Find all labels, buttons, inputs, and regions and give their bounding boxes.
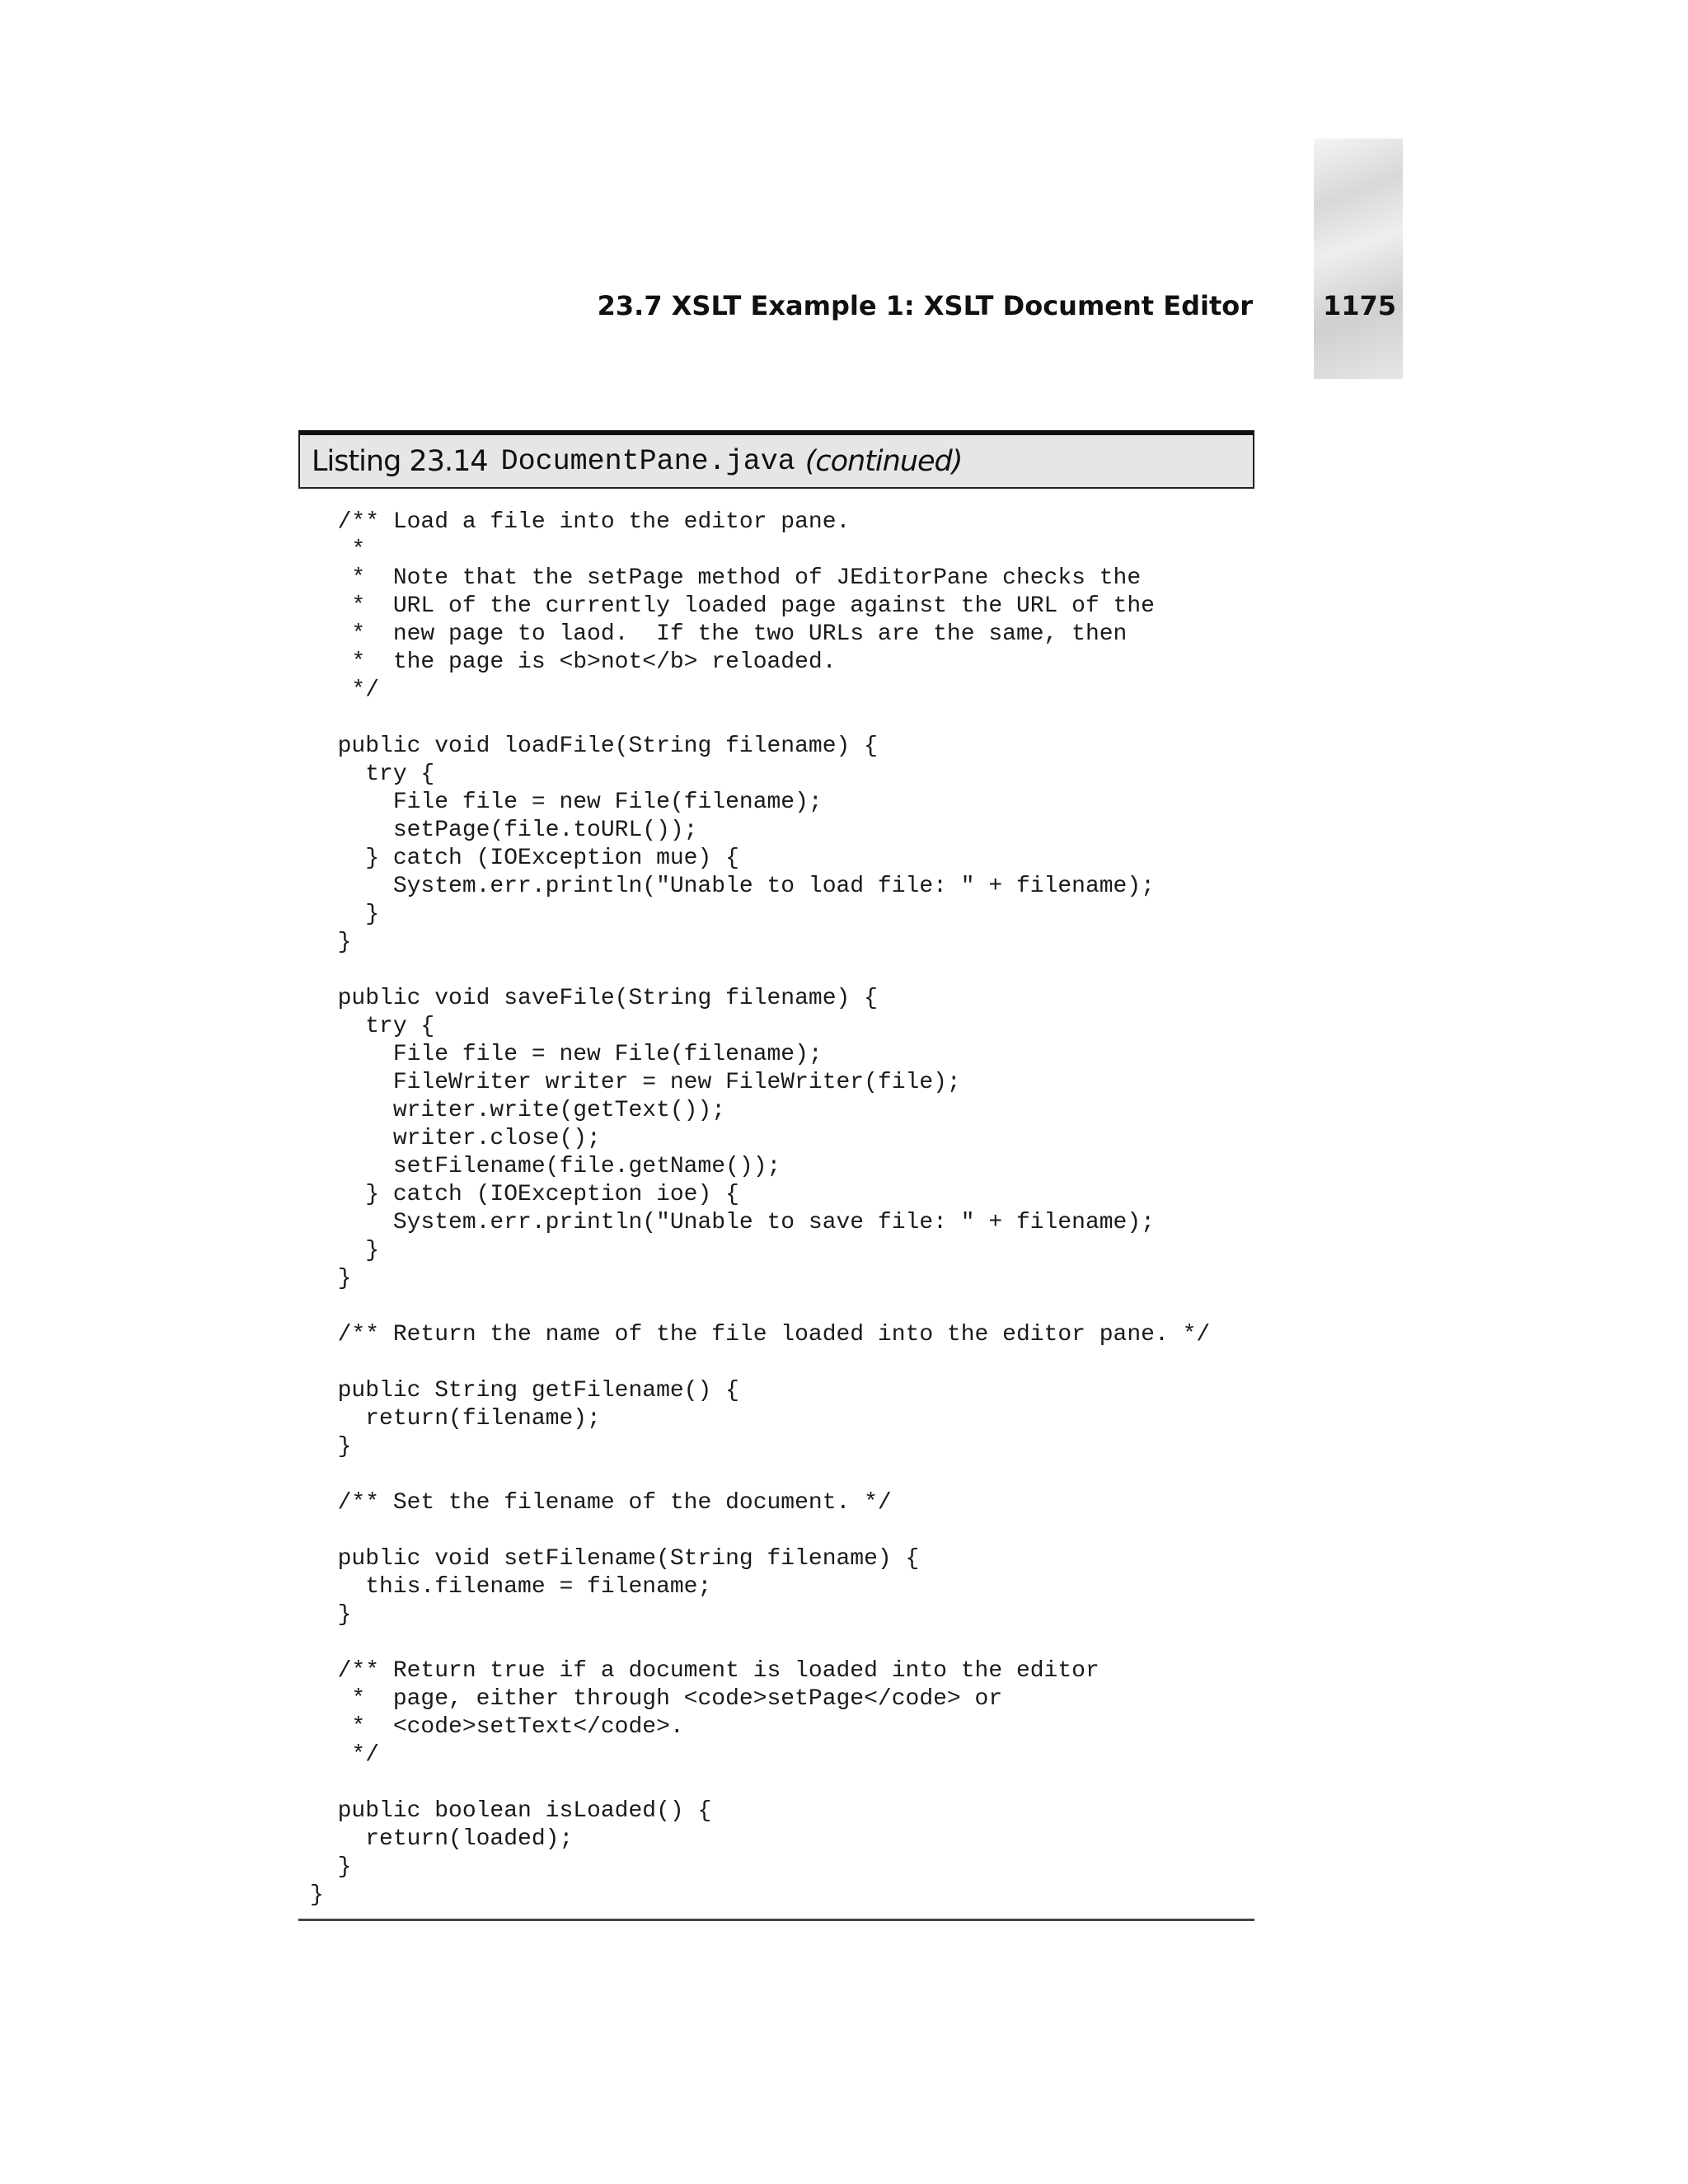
code-line: /** Load a file into the editor pane. — [310, 509, 851, 535]
code-line: System.err.println("Unable to save file: " + filename); — [310, 1210, 1155, 1235]
code-line: try { — [310, 1014, 435, 1039]
code-line: } — [310, 902, 380, 927]
thumb-tab-decoration — [1314, 138, 1403, 379]
code-line: } — [310, 1238, 380, 1263]
code-line: * page, either through <code>setPage</code> or — [310, 1686, 1003, 1712]
listing-bottom-rule — [298, 1919, 1254, 1921]
code-line: return(filename); — [310, 1406, 601, 1432]
code-line: public void loadFile(String filename) { — [310, 733, 878, 759]
code-line: setFilename(file.getName()); — [310, 1154, 781, 1179]
code-line: } — [310, 1266, 352, 1291]
listing-filename: DocumentPane.java — [500, 444, 795, 478]
code-line: * Note that the setPage method of JEditorPane checks the — [310, 565, 1142, 591]
code-line: File file = new File(filename); — [310, 790, 823, 815]
code-line: */ — [310, 1742, 380, 1768]
code-line: System.err.println("Unable to load file: " + filename); — [310, 874, 1155, 899]
code-line: } — [310, 1602, 352, 1628]
code-line: } — [310, 1434, 352, 1460]
code-line: */ — [310, 677, 380, 703]
code-line: * new page to laod. If the two URLs are the same, then — [310, 621, 1128, 647]
code-line: * — [310, 537, 366, 563]
code-line: } — [310, 1854, 352, 1880]
code-line: setPage(file.toURL()); — [310, 818, 698, 843]
code-line: /** Return the name of the file loaded into the editor pane. */ — [310, 1322, 1211, 1347]
running-head: 23.7 XSLT Example 1: XSLT Document Editor — [597, 290, 1253, 321]
code-line: * URL of the currently loaded page against the URL of the — [310, 593, 1155, 619]
code-line: File file = new File(filename); — [310, 1042, 823, 1067]
code-line: public void saveFile(String filename) { — [310, 986, 878, 1011]
code-line: return(loaded); — [310, 1826, 574, 1852]
code-line: /** Return true if a document is loaded into the editor — [310, 1658, 1100, 1684]
code-line: writer.write(getText()); — [310, 1098, 726, 1123]
code-line: writer.close(); — [310, 1126, 601, 1151]
code-line: public void setFilename(String filename) { — [310, 1546, 920, 1572]
code-line: } — [310, 1882, 324, 1908]
page-number: 1175 — [1322, 290, 1396, 321]
code-line: * <code>setText</code>. — [310, 1714, 684, 1740]
code-line: public String getFilename() { — [310, 1378, 739, 1404]
code-line: public boolean isLoaded() { — [310, 1798, 712, 1824]
code-line: try { — [310, 762, 435, 787]
code-line: * the page is <b>not</b> reloaded. — [310, 649, 837, 675]
code-line: } — [310, 930, 352, 955]
code-line: FileWriter writer = new FileWriter(file); — [310, 1070, 961, 1095]
code-listing — [310, 509, 1210, 1910]
code-line: } catch (IOException ioe) { — [310, 1182, 739, 1207]
listing-caption-bar — [298, 430, 1254, 489]
listing-continued-note: (continued) — [804, 444, 963, 478]
code-line: this.filename = filename; — [310, 1574, 712, 1600]
code-line: } catch (IOException mue) { — [310, 846, 739, 871]
code-line: /** Set the filename of the document. */ — [310, 1490, 892, 1516]
listing-label: Listing 23.14 — [312, 444, 488, 478]
